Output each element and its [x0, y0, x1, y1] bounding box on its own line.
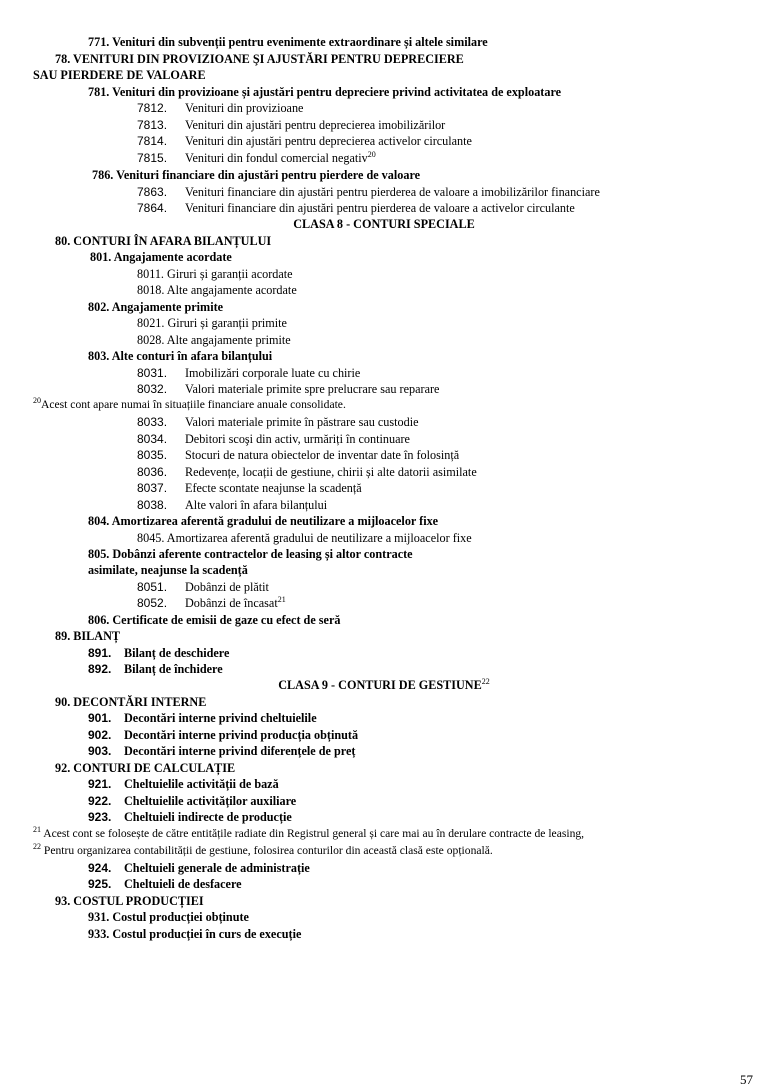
- line-text: Venituri din fondul comercial negativ: [185, 151, 368, 165]
- account-code: 921.: [88, 777, 112, 791]
- account-code: 902.: [88, 728, 112, 742]
- footnote-reference: 20: [367, 149, 376, 159]
- text-line: [88, 546, 413, 562]
- line-text: 92. CONTURI DE CALCULAȚIE: [55, 761, 236, 775]
- text-line: [137, 447, 459, 463]
- text-line: [88, 926, 301, 942]
- text-line: [137, 431, 410, 447]
- account-code: 7814.: [137, 134, 168, 148]
- text-line: [137, 595, 286, 611]
- line-text: 933. Costul producției în curs de execuție: [88, 927, 302, 941]
- text-line: [55, 893, 204, 909]
- footnote-marker: 21: [33, 825, 41, 835]
- text-line: [137, 464, 477, 480]
- footnote-marker: 20: [33, 396, 41, 406]
- text-line: [33, 826, 584, 842]
- line-text: 805. Dobânzi aferente contractelor de leasing și altor contracte: [88, 547, 413, 561]
- account-code: 7812.: [137, 101, 168, 115]
- text-line: [137, 200, 575, 216]
- page-number: 57: [740, 1072, 753, 1087]
- text-line: [55, 760, 235, 776]
- account-code: 7864.: [137, 201, 168, 215]
- line-text: Cheltuielile activității de bază: [124, 777, 279, 791]
- account-code: 922.: [88, 794, 112, 808]
- text-line: [137, 579, 269, 595]
- account-code: 8031.: [137, 366, 168, 380]
- account-code: 8051.: [137, 580, 168, 594]
- line-text: Cheltuielile activităților auxiliare: [124, 794, 297, 808]
- line-text: 8021. Giruri și garanții primite: [137, 316, 287, 330]
- text-line: [88, 776, 279, 792]
- account-code: 8035.: [137, 448, 168, 462]
- line-text: 80. CONTURI ÎN AFARA BILANȚULUI: [55, 234, 272, 248]
- text-line: [0, 216, 768, 232]
- line-text: Venituri financiare din ajustări pentru pierderea de valoare a activelor circulante: [185, 201, 575, 215]
- line-text: Dobânzi de plătit: [185, 580, 269, 594]
- text-line: [137, 480, 362, 496]
- line-text: Debitori scoşi din activ, urmăriți în continuare: [185, 432, 410, 446]
- account-code: 8032.: [137, 382, 168, 396]
- line-text: Bilanț de închidere: [124, 662, 223, 676]
- line-text: 804. Amortizarea aferentă gradului de neutilizare a mijloacelor fixe: [88, 514, 439, 528]
- line-text: 806. Certificate de emisii de gaze cu efect de seră: [88, 613, 341, 627]
- account-code: 8036.: [137, 465, 168, 479]
- line-text: Imobilizări corporale luate cu chirie: [185, 366, 361, 380]
- line-text: 8028. Alte angajamente primite: [137, 333, 291, 347]
- text-line: [88, 348, 272, 364]
- line-text: 8011. Giruri și garanții acordate: [137, 267, 293, 281]
- account-code: 924.: [88, 861, 112, 875]
- text-line: [33, 397, 346, 413]
- account-code: 8034.: [137, 432, 168, 446]
- text-line: [88, 299, 223, 315]
- text-line: [137, 497, 327, 513]
- line-text: 8018. Alte angajamente acordate: [137, 283, 297, 297]
- text-line: [88, 793, 296, 809]
- account-code: 903.: [88, 744, 112, 758]
- line-text: Acest cont apare numai în situațiile financiare anuale consolidate.: [41, 398, 346, 411]
- line-text: 771. Venituri din subvenții pentru evenimente extraordinare și altele similare: [88, 35, 488, 49]
- account-code: 7815.: [137, 151, 168, 165]
- text-line: [88, 562, 248, 578]
- text-line: [137, 414, 419, 430]
- account-code: 8052.: [137, 596, 168, 610]
- line-text: Cheltuieli indirecte de producție: [124, 810, 292, 824]
- text-line: [137, 117, 445, 133]
- line-text: Valori materiale primite spre prelucrare sau reparare: [185, 382, 440, 396]
- line-text: Bilanț de deschidere: [124, 646, 230, 660]
- line-text: Decontări interne privind producția obținută: [124, 728, 359, 742]
- line-text: Dobânzi de încasat: [185, 596, 278, 610]
- line-text: asimilate, neajunse la scadență: [88, 563, 248, 577]
- line-text: 786. Venituri financiare din ajustări pentru pierdere de valoare: [92, 168, 421, 182]
- line-text: 803. Alte conturi în afara bilanțului: [88, 349, 273, 363]
- text-line: [33, 843, 493, 859]
- line-text: 78. VENITURI DIN PROVIZIOANE ŞI AJUSTĂRI PENTRU DEPRECIERE: [55, 52, 464, 66]
- line-text: Alte valori în afara bilanțului: [185, 498, 328, 512]
- line-text: Venituri din ajustări pentru deprecierea imobilizărilor: [185, 118, 446, 132]
- line-text: Decontări interne privind cheltuielile: [124, 711, 317, 725]
- text-line: [88, 809, 292, 825]
- line-text: 93. COSTUL PRODUCȚIEI: [55, 894, 204, 908]
- text-line: [137, 315, 287, 331]
- footnote-reference: 21: [277, 594, 286, 604]
- text-line: [55, 694, 206, 710]
- text-line: [33, 67, 206, 83]
- text-line: [88, 645, 229, 661]
- text-line: [137, 133, 472, 149]
- line-text: Venituri din provizioane: [185, 101, 304, 115]
- text-line: [88, 612, 340, 628]
- text-line: [88, 727, 358, 743]
- text-line: [88, 84, 561, 100]
- text-line: [88, 743, 355, 759]
- text-line: [137, 282, 297, 298]
- account-code: 8033.: [137, 415, 168, 429]
- text-line: [92, 167, 420, 183]
- line-text: 8045. Amortizarea aferentă gradului de neutilizare a mijloacelor fixe: [137, 531, 472, 545]
- line-text: Decontări interne privind diferențele de preț: [124, 744, 356, 758]
- account-code: 925.: [88, 877, 112, 891]
- text-line: [55, 51, 464, 67]
- text-line: [88, 860, 310, 876]
- line-text: Cheltuieli de desfacere: [124, 877, 242, 891]
- account-code: 8037.: [137, 481, 168, 495]
- line-text: SAU PIERDERE DE VALOARE: [33, 68, 206, 82]
- line-text: Pentru organizarea contabilității de gestiune, folosirea conturilor din această clasă este opțională.: [41, 844, 493, 857]
- line-text: 90. DECONTĂRI INTERNE: [55, 695, 207, 709]
- line-text: 801. Angajamente acordate: [90, 250, 232, 264]
- account-code: 891.: [88, 646, 112, 660]
- text-line: [137, 365, 360, 381]
- line-text: 781. Venituri din provizioane și ajustări pentru depreciere privind activitatea de exploatare: [88, 85, 562, 99]
- line-text: Cheltuieli generale de administrație: [124, 861, 310, 875]
- text-line: [55, 233, 271, 249]
- text-line: [137, 100, 303, 116]
- text-line: [137, 381, 439, 397]
- text-line: [88, 34, 488, 50]
- line-text: Acest cont se folosește de către entitățile radiate din Registrul general și care mai au în derulare contracte de leasing,: [41, 827, 585, 840]
- account-code: 892.: [88, 662, 112, 676]
- text-line: [137, 150, 376, 166]
- footnote-marker: 22: [33, 842, 41, 852]
- line-text: Redevențe, locații de gestiune, chirii și alte datorii asimilate: [185, 465, 477, 479]
- text-line: [137, 530, 472, 546]
- line-text: CLASA 8 - CONTURI SPECIALE: [293, 217, 475, 231]
- text-line: [88, 710, 317, 726]
- line-text: Venituri financiare din ajustări pentru pierderea de valoare a imobilizărilor financiare: [185, 185, 600, 199]
- account-code: 7813.: [137, 118, 168, 132]
- account-code: 8038.: [137, 498, 168, 512]
- line-text: 89. BILANȚ: [55, 629, 121, 643]
- line-text: Venituri din ajustări pentru deprecierea activelor circulante: [185, 134, 472, 148]
- text-line: [88, 876, 242, 892]
- text-line: [90, 249, 232, 265]
- line-text: Stocuri de natura obiectelor de inventar date în folosință: [185, 448, 460, 462]
- account-code: 7863.: [137, 185, 168, 199]
- account-code: 923.: [88, 810, 112, 824]
- text-line: [137, 332, 291, 348]
- line-text: 802. Angajamente primite: [88, 300, 224, 314]
- text-line: [0, 677, 768, 693]
- text-line: [137, 266, 293, 282]
- text-line: [137, 184, 600, 200]
- text-line: [55, 628, 120, 644]
- line-text: 931. Costul producției obținute: [88, 910, 249, 924]
- footnote-reference: 22: [481, 676, 490, 686]
- text-line: [88, 909, 249, 925]
- line-text: Efecte scontate neajunse la scadență: [185, 481, 362, 495]
- line-text: Valori materiale primite în păstrare sau custodie: [185, 415, 419, 429]
- line-text: CLASA 9 - CONTURI DE GESTIUNE: [278, 678, 482, 692]
- text-line: [88, 661, 223, 677]
- account-code: 901.: [88, 711, 112, 725]
- text-line: [88, 513, 438, 529]
